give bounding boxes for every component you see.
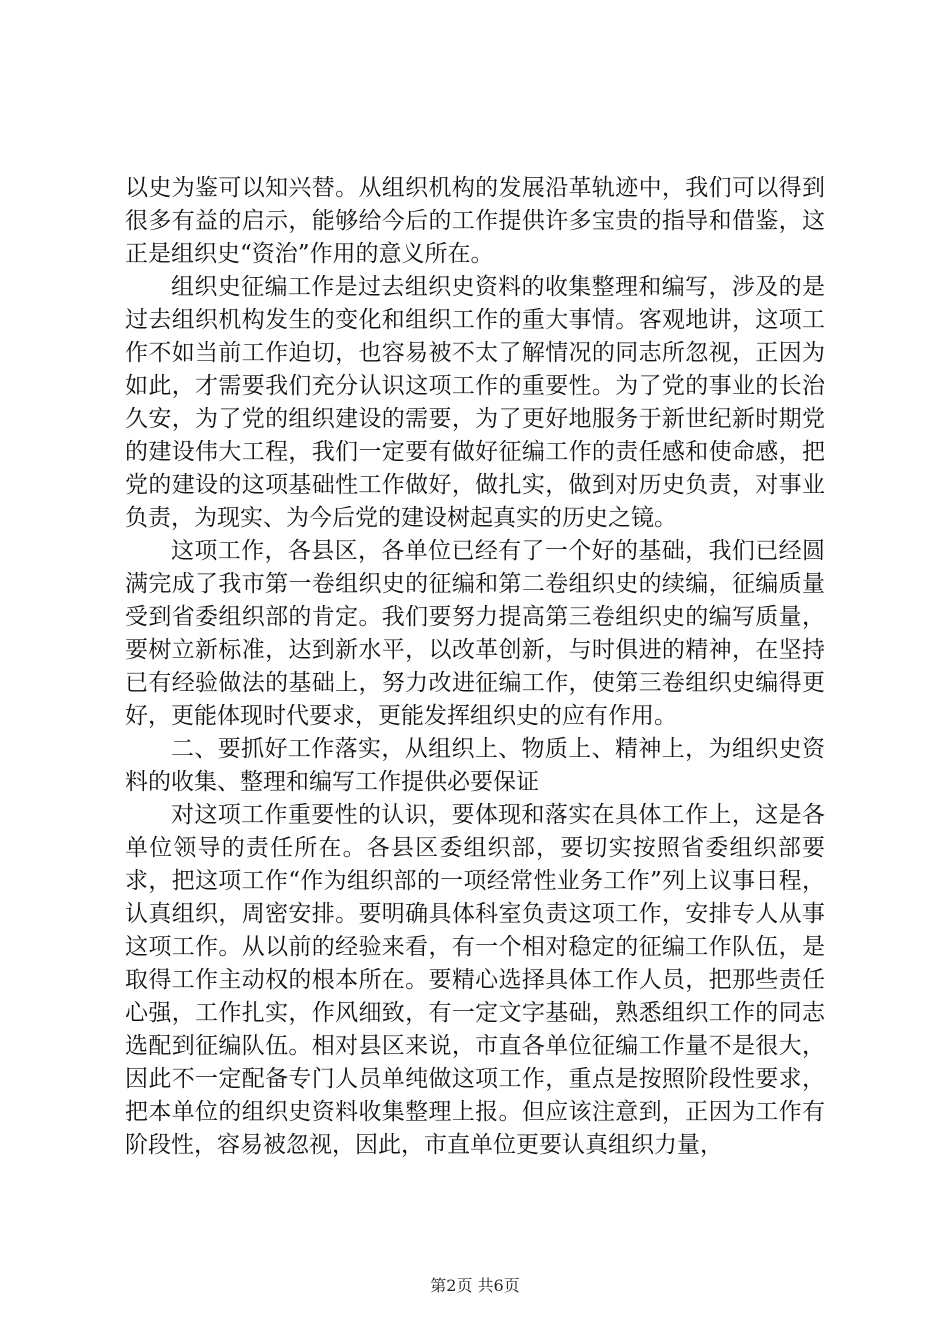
- paragraph: 组织史征编工作是过去组织史资料的收集整理和编写，涉及的是过去组织机构发生的变化和组织工作的重大事情。客观地讲，这项工作不如当前工作迫切，也容易被不太了解情况的同志所忽视，正因为如此，才需要我们充分认识这项工作的重要性。为了党的事业的长治久安，为了党的组织建设的需要，为了更好地服务于新世纪新时期党的建设伟大工程，我们一定要有做好征编工作的责任感和使命感，把党的建设的这项基础性工作做好，做扎实，做到对历史负责，对事业负责，为现实、为今后党的建设树起真实的历史之镜。: [125, 274, 825, 531]
- paragraph-continued: 以史为鉴可以知兴替。从组织机构的发展沿革轨迹中，我们可以得到很多有益的启示，能够给今后的工作提供许多宝贵的指导和借鉴，这正是组织史“资治”作用的意义所在。: [125, 175, 825, 267]
- document-body: [125, 172, 825, 1162]
- page-number: 第2页 共6页: [430, 1276, 520, 1295]
- paragraph: 这项工作，各县区，各单位已经有了一个好的基础，我们已经圆满完成了我市第一卷组织史的征编和第二卷组织史的续编，征编质量受到省委组织部的肯定。我们要努力提高第三卷组织史的编写质量，要树立新标准，达到新水平，以改革创新，与时俱进的精神，在坚持已有经验做法的基础上，努力改进征编工作，使第三卷组织史编得更好，更能体现时代要求，更能发挥组织史的应有作用。: [125, 538, 825, 729]
- paragraph: 对这项工作重要性的认识，要体现和落实在具体工作上，这是各单位领导的责任所在。各县区委组织部，要切实按照省委组织部要求，把这项工作“作为组织部的一项经常性业务工作”列上议事日程，认真组织，周密安排。要明确具体科室负责这项工作，安排专人从事这项工作。从以前的经验来看，有一个相对稳定的征编工作队伍，是取得工作主动权的根本所在。要精心选择具体工作人员，把那些责任心强，工作扎实，作风细致，有一定文字基础，熟悉组织工作的同志选配到征编队伍。相对县区来说，市直各单位征编工作量不是很大，因此不一定配备专门人员单纯做这项工作，重点是按照阶段性要求，把本单位的组织史资料收集整理上报。但应该注意到，正因为工作有阶段性，容易被忽视，因此，市直单位更要认真组织力量，: [125, 802, 825, 1158]
- section-heading: 二、要抓好工作落实，从组织上、物质上、精神上，为组织史资料的收集、整理和编写工作提供必要保证: [125, 736, 825, 795]
